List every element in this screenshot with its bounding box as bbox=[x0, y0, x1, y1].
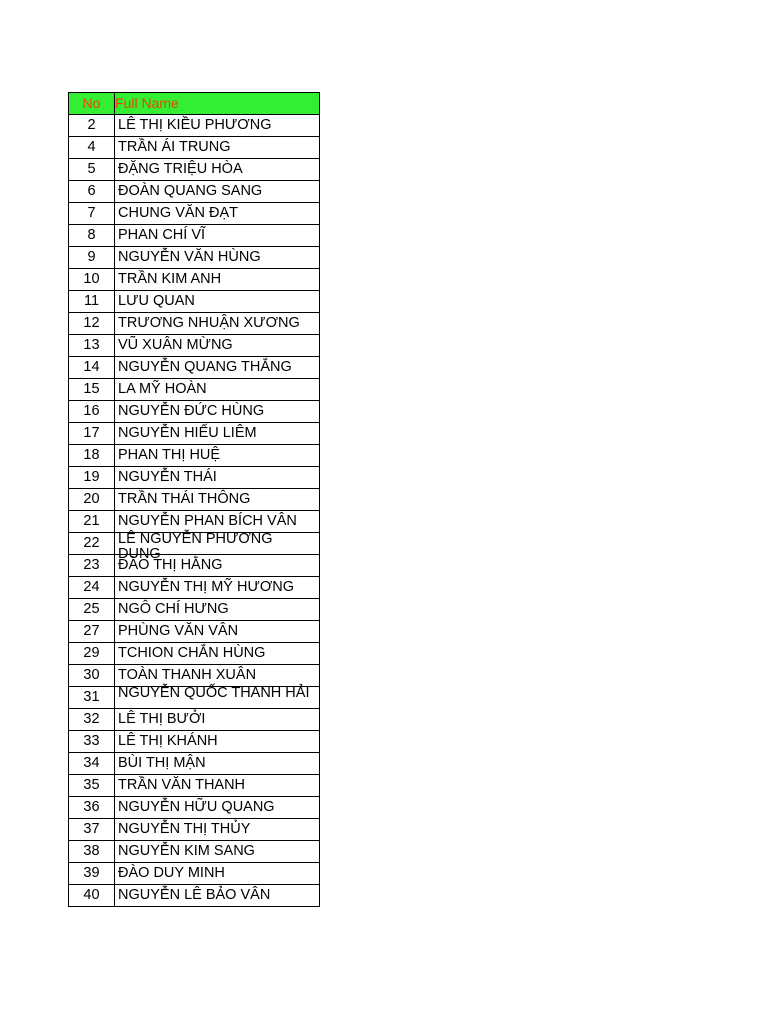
table-row bbox=[69, 379, 320, 401]
row-number-cell: 35 bbox=[69, 775, 115, 797]
full-name-cell: ĐÀO THỊ HẰNG bbox=[115, 555, 320, 577]
full-name-cell: TCHION CHẮN HÙNG bbox=[115, 643, 320, 665]
row-number-cell: 9 bbox=[69, 247, 115, 269]
row-number-cell: 29 bbox=[69, 643, 115, 665]
table-row bbox=[69, 445, 320, 467]
table-row bbox=[69, 203, 320, 225]
row-number-cell: 27 bbox=[69, 621, 115, 643]
full-name-cell: PHÙNG VĂN VÂN bbox=[115, 621, 320, 643]
full-name-cell: NGUYỄN LÊ BẢO VÂN bbox=[115, 885, 320, 907]
table-row bbox=[69, 181, 320, 203]
full-name-cell: LÊ THỊ KIỀU PHƯƠNG bbox=[115, 115, 320, 137]
row-number-cell: 11 bbox=[69, 291, 115, 313]
row-number-cell: 38 bbox=[69, 841, 115, 863]
full-name-cell: TRẦN THÁI THÔNG bbox=[115, 489, 320, 511]
full-name-cell: NGUYỄN KIM SANG bbox=[115, 841, 320, 863]
full-name-cell: LƯU QUAN bbox=[115, 291, 320, 313]
table-row bbox=[69, 511, 320, 533]
full-name-cell: LÊ THỊ KHÁNH bbox=[115, 731, 320, 753]
table-row bbox=[69, 819, 320, 841]
table-body bbox=[69, 115, 320, 907]
header-row bbox=[69, 93, 320, 115]
full-name-cell: ĐÀO DUY MINH bbox=[115, 863, 320, 885]
full-name-cell: NGUYỄN HIẾU LIÊM bbox=[115, 423, 320, 445]
full-name-cell: NGUYỄN HỮU QUANG bbox=[115, 797, 320, 819]
table-row bbox=[69, 621, 320, 643]
row-number-cell: 6 bbox=[69, 181, 115, 203]
row-number-cell: 25 bbox=[69, 599, 115, 621]
full-name-cell: CHUNG VĂN ĐẠT bbox=[115, 203, 320, 225]
table-row bbox=[69, 225, 320, 247]
full-name-cell: BÙI THỊ MẬN bbox=[115, 753, 320, 775]
table-row bbox=[69, 687, 320, 709]
row-number-cell: 34 bbox=[69, 753, 115, 775]
row-number-cell: 19 bbox=[69, 467, 115, 489]
full-name-cell bbox=[115, 684, 320, 709]
table-row bbox=[69, 401, 320, 423]
full-name-text: LÊ NGUYỄN PHƯƠNG DUNG bbox=[118, 530, 273, 562]
row-number-cell: 13 bbox=[69, 335, 115, 357]
table-row bbox=[69, 313, 320, 335]
full-name-cell: PHAN CHÍ VĨ bbox=[115, 225, 320, 247]
table-row bbox=[69, 291, 320, 313]
row-number-cell: 36 bbox=[69, 797, 115, 819]
table-row bbox=[69, 841, 320, 863]
row-number-cell: 16 bbox=[69, 401, 115, 423]
row-number-cell: 2 bbox=[69, 115, 115, 137]
header-full-name: Full Name bbox=[115, 93, 320, 115]
table-row bbox=[69, 775, 320, 797]
table-row bbox=[69, 599, 320, 621]
table-row bbox=[69, 863, 320, 885]
full-name-cell: NGUYỄN ĐỨC HÙNG bbox=[115, 401, 320, 423]
table-row bbox=[69, 115, 320, 137]
full-name-cell: LA MỸ HOÀN bbox=[115, 379, 320, 401]
full-name-cell: TRẦN VĂN THANH bbox=[115, 775, 320, 797]
table-row bbox=[69, 885, 320, 907]
full-name-cell: ĐOÀN QUANG SANG bbox=[115, 181, 320, 203]
row-number-cell: 30 bbox=[69, 665, 115, 687]
row-number-cell: 12 bbox=[69, 313, 115, 335]
table-row bbox=[69, 269, 320, 291]
full-name-cell: NGUYỄN PHAN BÍCH VÂN bbox=[115, 511, 320, 533]
row-number-cell: 37 bbox=[69, 819, 115, 841]
table-row bbox=[69, 797, 320, 819]
full-name-cell: TOÀN THANH XUÂN bbox=[115, 665, 320, 687]
full-name-cell: TRẦN ÁI TRUNG bbox=[115, 137, 320, 159]
full-name-cell: TRẦN KIM ANH bbox=[115, 269, 320, 291]
row-number-cell: 4 bbox=[69, 137, 115, 159]
full-name-cell: TRƯƠNG NHUẬN XƯƠNG bbox=[115, 313, 320, 335]
table-row bbox=[69, 555, 320, 577]
full-name-cell: NGUYỄN THỊ MỸ HƯƠNG bbox=[115, 577, 320, 599]
full-name-text: NGUYỄN QUỐC THANH HẢI bbox=[118, 684, 310, 701]
full-name-cell: NGUYỄN VĂN HÙNG bbox=[115, 247, 320, 269]
table-row bbox=[69, 731, 320, 753]
row-number-cell: 7 bbox=[69, 203, 115, 225]
header-no: No bbox=[69, 93, 115, 115]
full-name-cell: PHAN THỊ HUỆ bbox=[115, 445, 320, 467]
full-name-cell: NGUYỄN QUANG THẮNG bbox=[115, 357, 320, 379]
full-name-cell: NGUYỄN THÁI bbox=[115, 467, 320, 489]
full-name-cell: NGÔ CHÍ HƯNG bbox=[115, 599, 320, 621]
row-number-cell: 15 bbox=[69, 379, 115, 401]
row-number-cell: 21 bbox=[69, 511, 115, 533]
row-number-cell: 32 bbox=[69, 709, 115, 731]
row-number-cell: 17 bbox=[69, 423, 115, 445]
row-number-cell: 20 bbox=[69, 489, 115, 511]
table-row bbox=[69, 159, 320, 181]
row-number-cell: 33 bbox=[69, 731, 115, 753]
table-row bbox=[69, 709, 320, 731]
full-name-cell: ĐẶNG TRIỆU HÒA bbox=[115, 159, 320, 181]
table-row bbox=[69, 357, 320, 379]
row-number-cell: 39 bbox=[69, 863, 115, 885]
full-name-cell: LÊ THỊ BƯỞI bbox=[115, 709, 320, 731]
table-row bbox=[69, 643, 320, 665]
table-row bbox=[69, 577, 320, 599]
row-number-cell: 22 bbox=[69, 533, 115, 555]
table-row bbox=[69, 467, 320, 489]
full-name-cell: NGUYỄN THỊ THỦY bbox=[115, 819, 320, 841]
table-row bbox=[69, 533, 320, 555]
row-number-cell: 40 bbox=[69, 885, 115, 907]
table-row bbox=[69, 753, 320, 775]
row-number-cell: 23 bbox=[69, 555, 115, 577]
full-name-cell bbox=[115, 530, 320, 562]
row-number-cell: 5 bbox=[69, 159, 115, 181]
table-row bbox=[69, 335, 320, 357]
row-number-cell: 8 bbox=[69, 225, 115, 247]
table-row bbox=[69, 489, 320, 511]
name-list-table bbox=[68, 92, 320, 907]
row-number-cell: 14 bbox=[69, 357, 115, 379]
full-name-cell: VŨ XUÂN MỪNG bbox=[115, 335, 320, 357]
row-number-cell: 31 bbox=[69, 687, 115, 709]
table-row bbox=[69, 247, 320, 269]
row-number-cell: 10 bbox=[69, 269, 115, 291]
table-row bbox=[69, 137, 320, 159]
row-number-cell: 24 bbox=[69, 577, 115, 599]
row-number-cell: 18 bbox=[69, 445, 115, 467]
table-row bbox=[69, 423, 320, 445]
table-row bbox=[69, 665, 320, 687]
